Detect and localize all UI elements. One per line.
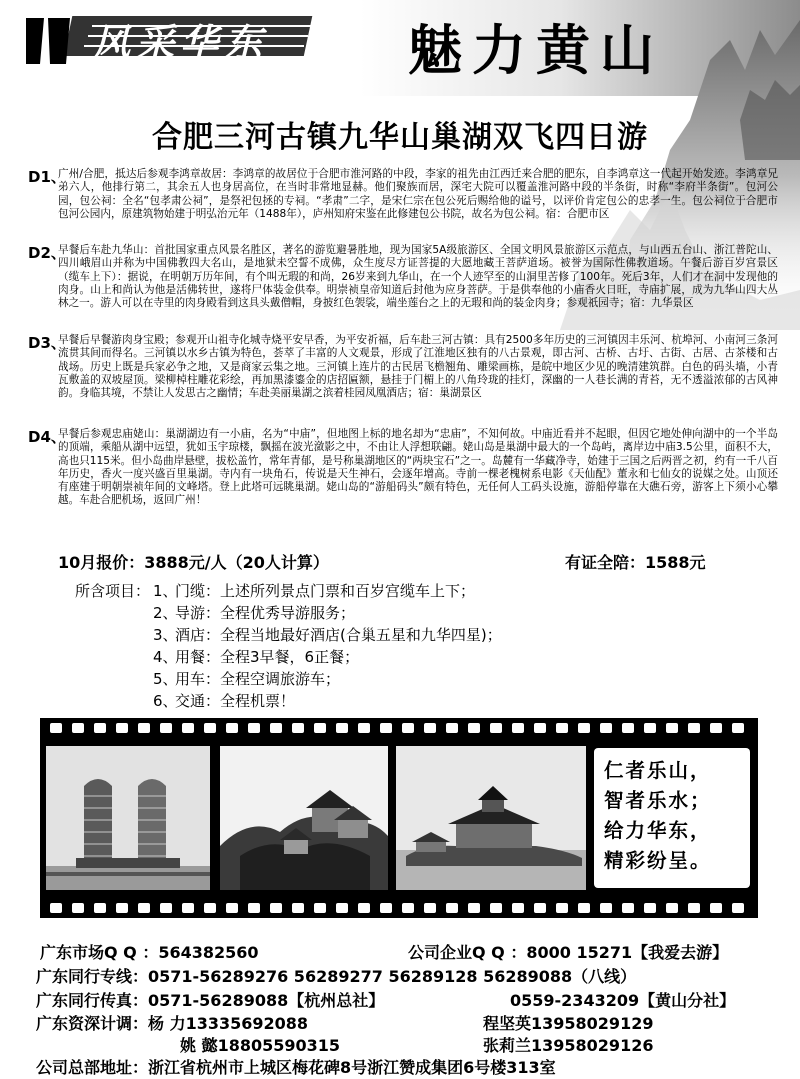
film-sprocket-hole (358, 903, 370, 913)
contact-hotline: 广东同行专线：0571-56289276 56289277 56289128 56289088（八线） (36, 967, 637, 986)
film-sprocket-hole (732, 903, 744, 913)
film-sprocket-hole (72, 903, 84, 913)
film-sprocket-hole (380, 903, 392, 913)
day-text: 广州/合肥，抵达后参观李鸿章故居：李鸿章的故居位于合肥市淮河路的中段，李家的祖先由江西迁来合肥的肥东，自李鸿章这一代起开始发迹。李鸿章兄弟六人，他排行第二，其余五人也身居高位，在当时非常地显赫。他们聚族而居，深宅大院可以覆盖淮河路中段的半条街，时称“李府半条街”。包河公园，包公祠：全名“包孝肃公祠”，是祭祀包拯的专祠。“孝肃”二字，是宋仁宗在包公死后赐给他的谥号，以评价肯定包公的忠孝一生。包公祠位于合肥市包河公园内，原建筑物始建于明弘治元年（1488年），庐州知府宋鉴在此修建包公书院，故名为包公祠。宿：合肥市区 (58, 168, 778, 220)
film-sprocket-hole (402, 723, 414, 733)
inclusion-item: 2、导游：全程优秀导游服务； (153, 604, 356, 622)
film-sprocket-hole (446, 903, 458, 913)
film-sprocket-hole (644, 903, 656, 913)
day-text: 早餐后车赴九华山：首批国家重点风景名胜区，著名的游览避暑胜地，现为国家5A级旅游区、全国文明风景旅游区示范点，与山西五台山、浙江普陀山、四川峨眉山并称为中国佛教四大名山，是地狱未空誓不成佛，众生度尽方证菩提的大愿地藏王菩萨道场。被誉为国际性佛教道场。午餐后游百岁宫景区（缆车上下）：据说，在明朝万历年间，有个叫无瑕的和尚，26岁来到九华山，在一个人迹罕至的山洞里苦修了100年。死后3年，人们才在洞中发现他的肉身。山上和尚认为他是活佛转世，遂将尸体装金供奉。明崇祯皇帝知道后封他为应身菩萨。于是供奉他的小庙香火日旺，寺庙扩展，成为九华山四大丛林之一。游人可以在寺里的肉身殿看到这具头戴僧帽，身披红色袈裟，端坐莲台之上的无瑕和尚的装金肉身；参观祇园寺；宿：九华景区 (58, 244, 778, 310)
film-sprocket-hole (556, 723, 568, 733)
film-sprocket-hole (710, 723, 722, 733)
film-sprocket-hole (336, 903, 348, 913)
contact-address: 公司总部地址：浙江省杭州市上城区梅花碑8号浙江赞成集团6号楼313室 (36, 1058, 556, 1077)
film-sprocket-hole (160, 903, 172, 913)
photo-buildings (46, 746, 210, 890)
inclusion-item: 6、交通：全程机票！ (153, 692, 296, 710)
film-sprocket-hole (402, 903, 414, 913)
film-sprocket-hole (578, 903, 590, 913)
brand-logo-text: 风采华东 (92, 20, 269, 65)
day-label: D1、 (28, 168, 66, 186)
slogan-line: 智者乐水； (604, 789, 712, 812)
film-sprocket-hole (292, 723, 304, 733)
film-sprocket-hole (182, 723, 194, 733)
slogan-line: 给力华东， (604, 819, 712, 842)
film-sprocket-hole (94, 723, 106, 733)
tour-price: 10月报价：3888元/人（20人计算） (58, 553, 329, 572)
film-sprocket-hole (666, 903, 678, 913)
film-sprocket-hole (226, 903, 238, 913)
film-sprocket-hole (732, 723, 744, 733)
inclusions-lead: 所含项目： (75, 582, 151, 600)
page-title: 合肥三河古镇九华山巢湖双飞四日游 (152, 120, 648, 155)
film-sprocket-hole (204, 903, 216, 913)
film-sprocket-hole (270, 723, 282, 733)
film-sprocket-hole (314, 903, 326, 913)
film-strip (40, 718, 758, 918)
film-sprocket-hole (600, 723, 612, 733)
day-text: 早餐后参观忠庙姥山：巢湖湖边有一小庙，名为“中庙”，但地图上标的地名却为“忠庙”，不知何故。中庙近看并不起眼，但因它地处伸向湖中的一个半岛的顶端，乘船从湖中远望，犹如玉宇琼楼，飘摇在波光潋影之中，不由让人浮想联翩。姥山岛是巢湖中最大的一个岛屿，离岸边中庙3.5公里，面积不大，高也只115米。但小岛曲岸悬壁，拔松盖竹，常年青郁，是号称巢湖地区的“两块宝石”之一。岛麓有一华藏净寺，始建于三国之后两晋之初，约有一千八百年历史，香火一度兴盛百里巢湖。寺内有一块角石，传说是天生神石，会逐年增高。寺前一棵老槐树系电影《天仙配》董永和七仙女的说媒之处。山顶还有座建于明朝崇祯年间的文峰塔。登上此塔可远眺巢湖。姥山岛的“游船码头”颇有特色，无任何人工码头设施，游船停靠在大礁石旁，游客上下须小心攀越。车赴合肥机场，返回广州！ (58, 428, 778, 507)
film-sprocket-hole (534, 903, 546, 913)
film-sprocket-hole (556, 903, 568, 913)
film-sprocket-hole (512, 903, 524, 913)
film-sprocket-hole (622, 903, 634, 913)
film-sprocket-hole (424, 903, 436, 913)
contact-market-qq: 广东市场Q Q ：564382560 (40, 943, 259, 962)
film-sprocket-hole (512, 723, 524, 733)
day-label: D2、 (28, 244, 66, 262)
inclusions-list (75, 580, 775, 712)
film-sprocket-hole (50, 903, 62, 913)
film-sprocket-hole (116, 723, 128, 733)
film-sprocket-hole (72, 723, 84, 733)
brand-logo (22, 8, 322, 70)
film-sprocket-hole (490, 723, 502, 733)
film-sprocket-hole (578, 723, 590, 733)
film-sprocket-hole (490, 903, 502, 913)
film-sprocket-hole (314, 723, 326, 733)
film-holes-top (40, 718, 758, 738)
film-sprocket-hole (424, 723, 436, 733)
inclusion-item: 4、用餐：全程3早餐，6正餐； (153, 648, 360, 666)
contact-advisor-yao: 姚 懿18805590315 (180, 1036, 341, 1055)
contact-fax-hangzhou: 广东同行传真：0571-56289088【杭州总社】 (36, 991, 385, 1010)
film-sprocket-hole (226, 723, 238, 733)
film-sprocket-hole (468, 903, 480, 913)
film-sprocket-hole (50, 723, 62, 733)
film-sprocket-hole (358, 723, 370, 733)
film-sprocket-hole (292, 903, 304, 913)
escort-price: 有证全陪：1588元 (565, 553, 706, 572)
film-sprocket-hole (688, 723, 700, 733)
slogan-line: 精彩纷呈。 (604, 849, 712, 872)
film-sprocket-hole (688, 903, 700, 913)
film-sprocket-hole (248, 903, 260, 913)
film-sprocket-hole (380, 723, 392, 733)
contact-company-qq: 公司企业Q Q ：8000 15271【我爱去游】 (408, 943, 729, 962)
film-sprocket-hole (468, 723, 480, 733)
contact-fax-huangshan: 0559-2343209【黄山分社】 (510, 991, 736, 1010)
photo-pagoda-hill (220, 746, 388, 890)
day-label: D4、 (28, 428, 66, 446)
film-sprocket-hole (534, 723, 546, 733)
film-sprocket-hole (116, 903, 128, 913)
film-sprocket-hole (644, 723, 656, 733)
film-sprocket-hole (600, 903, 612, 913)
contact-advisor-yang: 广东资深计调：杨 力13335692088 (36, 1014, 309, 1033)
slogan-panel (594, 748, 750, 888)
inclusion-item: 3、酒店：全程当地最好酒店(合巢五星和九华四星)； (153, 626, 502, 644)
film-sprocket-hole (204, 723, 216, 733)
film-sprocket-hole (94, 903, 106, 913)
inclusion-item: 所含项目： 1、门缆：上述所列景点门票和百岁宫缆车上下； (75, 582, 476, 600)
film-holes-bottom (40, 898, 758, 918)
film-sprocket-hole (446, 723, 458, 733)
inclusion-item: 5、用车：全程空调旅游车； (153, 670, 341, 688)
contact-advisor-cheng: 程坚英13958029129 (483, 1014, 654, 1033)
film-sprocket-hole (182, 903, 194, 913)
headline: 魅力黄山 (408, 18, 664, 82)
film-sprocket-hole (666, 723, 678, 733)
film-sprocket-hole (336, 723, 348, 733)
film-sprocket-hole (160, 723, 172, 733)
film-sprocket-hole (710, 903, 722, 913)
day-text: 早餐后早餐游肉身宝殿；参观开山祖寺化城寺烧平安早香，为平安祈福，后车赴三河古镇：具有2500多年历史的三河镇因丰乐河、杭埠河、小南河三条河流贯其间而得名。三河镇以水乡古镇为特色，荟萃了丰富的人文观景，形成了江淮地区独有的八古景观，即古河、古桥、古圩、古街、古居、古茶楼和古战场。历史上既是兵家必争之地，又是商家云集之地。三河镇上连片的古民居飞檐翘角、雕梁画栋，是皖中地区少见的晚清建筑群。白色的码头墙，小青瓦敷盖的双坡屋顶。梁柳棹柱雕花彩绘，再加黑漆鎏金的店招匾额，悬挂于门楣上的八角玲珑的挂灯，深幽的一人巷长满的青苔，无不透溢浓郁的古风神韵。身临其境，不禁让人发思古之幽情；车赴美丽巢湖之滨着桂园凤凰酒店；宿：巢湖景区 (58, 334, 778, 400)
film-sprocket-hole (248, 723, 260, 733)
film-sprocket-hole (138, 723, 150, 733)
photo-island-temple (396, 746, 586, 890)
film-sprocket-hole (270, 903, 282, 913)
film-sprocket-hole (138, 903, 150, 913)
contact-advisor-zhang: 张莉兰13958029126 (483, 1036, 654, 1055)
film-sprocket-hole (622, 723, 634, 733)
slogan-line: 仁者乐山， (604, 759, 712, 782)
day-label: D3、 (28, 334, 66, 352)
